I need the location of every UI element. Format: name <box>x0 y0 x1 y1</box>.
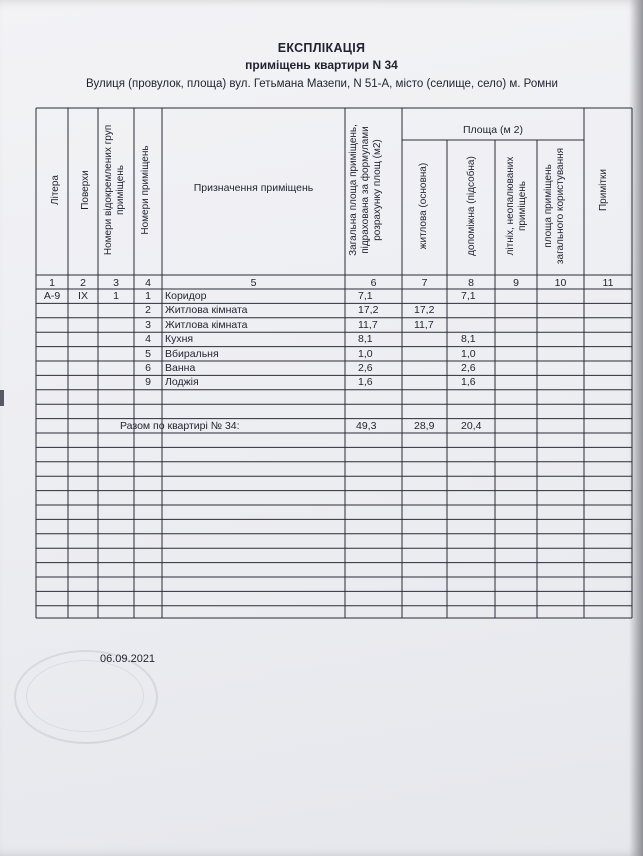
row-room-number: 3 <box>145 318 151 331</box>
address-line: Вулиця (провулок, площа) вул. Гетьмана Мазепи, N 51-А, місто (селище, село) м. Ромни <box>86 78 558 90</box>
col-number: 1 <box>49 277 55 289</box>
col-header-litera: Літера <box>50 175 61 205</box>
row-living-area: 17,2 <box>414 304 435 317</box>
col-number: 3 <box>113 277 119 289</box>
col-header-purpose: Призначення приміщень <box>193 182 314 194</box>
row-purpose: Вбиральня <box>165 347 219 360</box>
col-number: 6 <box>370 277 377 289</box>
document-title: ЕКСПЛІКАЦІЯ <box>277 41 366 55</box>
row-room-number: 4 <box>145 333 151 346</box>
row-total-area: 1,0 <box>358 347 373 360</box>
col-header-notes: Примітки <box>598 169 609 211</box>
col-number: 11 <box>602 277 614 289</box>
col-number: 7 <box>421 277 428 289</box>
row-total-area: 11,7 <box>358 318 378 331</box>
row-litera: А-9 <box>43 290 61 302</box>
row-total-area: 8,1 <box>358 333 373 346</box>
row-group: 1 <box>113 290 119 302</box>
total-row-auxiliary: 20,4 <box>461 420 482 432</box>
row-room-number: 6 <box>145 362 151 374</box>
row-purpose: Ванна <box>165 362 196 374</box>
col-number: 9 <box>513 277 519 289</box>
row-total-area: 17,2 <box>358 304 379 317</box>
col-number: 10 <box>554 277 567 289</box>
row-auxiliary-area: 7,1 <box>461 290 476 302</box>
faded-stamp-inner <box>26 660 144 732</box>
row-purpose: Коридор <box>165 290 207 302</box>
col-header-groups: Номери відокремлених груп приміщень <box>103 124 126 256</box>
row-total-area: 1,6 <box>358 376 373 389</box>
col-number: 8 <box>468 277 474 289</box>
row-purpose: Житлова кімната <box>165 304 248 317</box>
col-header-room-numbers: Номери приміщень <box>140 145 151 235</box>
col-header-summer-rooms: літніх, неопалюваних приміщень <box>505 156 528 256</box>
row-auxiliary-area: 1,6 <box>461 376 476 389</box>
row-living-area: 11,7 <box>414 318 434 331</box>
row-room-number: 1 <box>145 290 151 302</box>
total-row-area: 49,3 <box>356 420 377 432</box>
row-floor: IX <box>78 290 88 302</box>
col-header-auxiliary: допоміжна (підсобна) <box>466 156 477 256</box>
total-row-living: 28,9 <box>414 420 435 432</box>
col-header-common-use: площа приміщень загального користування <box>543 147 566 265</box>
col-header-total-area: Загальна площа приміщень, підрахована за формулами розрахунку площ (м2) <box>348 124 383 256</box>
col-header-living: житлова (основна) <box>418 162 429 250</box>
col-header-floors: Поверхи <box>80 170 91 210</box>
row-purpose: Кухня <box>165 333 194 346</box>
total-row-label: Разом по квартирі № 34: <box>120 420 240 432</box>
row-room-number: 9 <box>145 376 151 389</box>
row-room-number: 2 <box>145 304 151 317</box>
col-number: 2 <box>80 277 86 289</box>
row-auxiliary-area: 2,6 <box>461 362 476 374</box>
row-auxiliary-area: 1,0 <box>461 347 476 360</box>
col-number: 5 <box>250 277 257 289</box>
row-room-number: 5 <box>145 347 151 360</box>
row-purpose: Лоджія <box>165 376 199 389</box>
col-header-area-group: Площа (м 2) <box>463 124 523 136</box>
row-total-area: 2,6 <box>358 362 373 374</box>
row-purpose: Житлова кімната <box>165 318 248 331</box>
row-total-area: 7,1 <box>358 290 373 302</box>
col-number: 4 <box>145 277 151 289</box>
document-date: 06.09.2021 <box>100 653 156 665</box>
row-auxiliary-area: 8,1 <box>461 333 476 346</box>
document-subtitle: приміщень квартири N 34 <box>245 58 398 72</box>
